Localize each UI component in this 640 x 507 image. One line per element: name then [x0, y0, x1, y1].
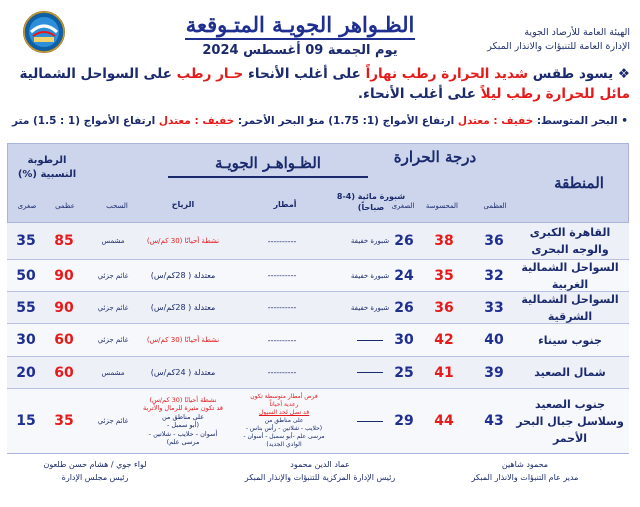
fog-none [337, 389, 403, 453]
wind-line: مرسى علم) [166, 438, 200, 446]
summary-bullet-icon: ❖ [617, 66, 630, 82]
signatory-name: لواء جوي / هشام حسن طلعون [43, 460, 147, 469]
rain-line: قد تصل لحد السيول [258, 409, 310, 416]
temp-min: 26 [394, 299, 414, 316]
header-humidity: الرطوبة النسبية (%) [17, 155, 77, 180]
meteorology-logo-icon [22, 10, 66, 54]
bulletin-title: الظـواهر الجويـة المتـوقعة [185, 12, 415, 37]
region-name: القاهرة الكبرى والوجه البحرى [529, 226, 611, 256]
rain-value: ---------- [267, 335, 297, 345]
wave-height: ارتفاع الأمواج (1: 1.75) متر [307, 115, 458, 127]
no-fog-dash [357, 372, 383, 373]
table-row [7, 260, 629, 292]
summary-text: على أغلب الأنحاء. [357, 86, 481, 102]
rain-value: ---------- [267, 368, 297, 377]
header-humidity-min: صغرى [17, 202, 37, 210]
bulletin-date: يوم الجمعة 09 أغسطس 2024 [202, 43, 398, 58]
summary-highlight: مائل للحرارة رطب ليلاً [480, 86, 630, 102]
signature-central-admin-head [220, 458, 420, 484]
header-weather-phenomena: الظـواهـر الجويـة [215, 154, 321, 172]
mediterranean-sea-state [307, 115, 628, 127]
signatory-title: رئيس مجلس الإدارة [61, 473, 129, 482]
signatures-footer [0, 458, 640, 507]
title-underline [185, 38, 415, 40]
wind-line: (أبو سمبل - [166, 421, 200, 429]
signature-board-chairman [20, 458, 170, 484]
summary-highlight: شديد الحرارة رطب نهاراً [365, 66, 529, 82]
temp-min: 25 [394, 364, 414, 381]
table-row [7, 357, 629, 389]
signatory-name: محمود شاهين [501, 460, 549, 469]
signatory-title: مدير عام التنبؤات والانذار المبكر [471, 473, 579, 482]
summary-text: يسود طقس [528, 66, 614, 82]
temp-max: 32 [484, 267, 504, 284]
humidity-max: 60 [54, 364, 74, 381]
region-name: شمال الصعيد [534, 366, 606, 379]
summary-text: على السواحل الشمالية [19, 66, 177, 82]
clouds-value: مشمس [101, 368, 125, 377]
rain-line: (حلايب - شلاتين - رأس بناس - [245, 425, 323, 432]
temp-max: 39 [484, 364, 504, 381]
wind-value: معتدلة ( 28كم/س) [150, 270, 216, 280]
red-sea-state [12, 115, 315, 127]
bulletin-header [0, 0, 640, 62]
temp-min: 29 [394, 413, 414, 429]
header-wind: الرياح [171, 200, 195, 209]
humidity-min: 15 [16, 413, 36, 429]
clouds-value: غائم جزئي [97, 271, 129, 280]
forecast-table [7, 143, 629, 454]
organization-name [487, 26, 630, 54]
temp-felt: 35 [434, 267, 454, 284]
header-clouds: السحب [106, 202, 128, 210]
header-temp-felt: المحسوسة [425, 202, 458, 210]
sea-state: خفيف : معتدل [158, 115, 235, 127]
temp-max: 40 [484, 332, 504, 348]
temp-min: 26 [394, 233, 414, 249]
temp-max: 36 [484, 233, 504, 249]
wind-details [135, 389, 231, 453]
humidity-min: 55 [16, 299, 36, 316]
fog-value: شبورة خفيفة [350, 271, 390, 280]
header-humidity-max: عظمى [55, 202, 75, 210]
wind-line: أسوان - حلايب - شلاتين - [148, 429, 218, 438]
sea-label: • البحر المتوسط: [533, 115, 628, 127]
humidity-max: 60 [54, 332, 74, 348]
no-fog-dash [357, 421, 383, 422]
region-name: السواحل الشمالية الشرقية [521, 292, 619, 323]
humidity-max: 85 [54, 233, 74, 249]
region-name: جنوب الصعيد وسلاسل جبال البحر الأحمر [516, 397, 624, 445]
temp-min: 24 [394, 267, 414, 284]
table-row [7, 223, 629, 260]
table-row [7, 292, 629, 324]
signatory-title: رئيس الإدارة المركزية للتنبؤات والإنذار المبكر [244, 473, 396, 482]
humidity-min: 50 [16, 267, 36, 284]
header-temp-max: العظمى [483, 202, 507, 210]
header-rain: أمطار [273, 200, 297, 209]
region-name: جنوب سيناء [538, 333, 602, 347]
wind-value: معتدلة ( 24كم/س) [150, 367, 216, 377]
temp-max: 43 [484, 413, 504, 429]
rain-value: ---------- [267, 236, 297, 246]
sea-conditions [12, 115, 628, 133]
humidity-min: 30 [16, 332, 36, 348]
temp-felt: 36 [434, 299, 454, 316]
rain-value: ---------- [267, 303, 297, 312]
clouds-value: مشمس [101, 237, 125, 245]
table-row [7, 389, 629, 454]
fog-value: شبورة خفيفة [350, 303, 390, 312]
temp-max: 33 [484, 299, 504, 316]
org-line-2: الإدارة العامة للتنبؤات والانذار المبكر [487, 41, 630, 52]
wave-height: ارتفاع الأمواج (1 : 1.5) متر [12, 115, 159, 127]
summary-highlight: حـار رطب [176, 66, 244, 82]
wind-line: قد تكون مثيرة للرمال والأتربة [143, 404, 223, 412]
no-fog-dash [357, 340, 383, 341]
signature-forecast-director [440, 458, 610, 484]
humidity-max: 90 [54, 267, 74, 284]
temp-felt: 42 [434, 332, 454, 348]
header-temperature: درجة الحرارة [393, 148, 477, 166]
fog-value: شبورة خفيفة [350, 237, 390, 245]
wind-line: على مناطق من [161, 412, 205, 421]
weather-summary [10, 64, 630, 104]
header-fog: شبورة مائية (4-8 صباحاً) [336, 192, 406, 212]
bulletin-title-block [150, 12, 450, 58]
humidity-min: 20 [16, 364, 36, 381]
rain-line: رعدية أحياناً [269, 401, 299, 408]
summary-text: على أغلب الأنحاء [243, 66, 366, 82]
rain-details [243, 389, 325, 453]
temp-felt: 44 [434, 413, 454, 429]
rain-line: على مناطق من [264, 417, 304, 424]
org-line-1: الهيئة العامة للأرصاد الجوية [524, 27, 630, 38]
humidity-max: 35 [54, 413, 74, 429]
temp-felt: 41 [434, 364, 454, 381]
clouds-value: غائم جزئي [97, 303, 129, 312]
rain-line: فرص أمطار متوسطة تكون [250, 393, 318, 400]
table-header [7, 143, 629, 223]
sea-state: خفيف : معتدل [457, 115, 534, 127]
wind-value: معتدلة ( 28كم/س) [150, 302, 216, 312]
signatory-name: عماد الدين محمود [290, 460, 350, 469]
header-region: المنطقة [554, 174, 604, 192]
wind-value: نشطة أحيانًا (30 كم/س) [146, 237, 220, 245]
rain-line: مرسى علم -أبو سمبل - أسوان - [243, 433, 325, 440]
temp-felt: 38 [434, 233, 454, 249]
fog-none [337, 324, 403, 356]
rain-line: الوادي الجديد) [266, 441, 302, 448]
humidity-min: 35 [16, 233, 36, 249]
temp-min: 30 [394, 332, 414, 348]
table-row [7, 324, 629, 357]
clouds-value: غائم جزئي [97, 417, 129, 425]
wind-line: نشطة أحيانًا (30 كم/س) [149, 395, 217, 404]
humidity-max: 90 [54, 299, 74, 316]
rain-value: ---------- [267, 271, 297, 280]
sea-label: • البحر الأحمر: [234, 115, 315, 127]
header-temp-min: الصغرى [391, 202, 415, 210]
fog-none [337, 357, 403, 388]
weather-group-rule [168, 176, 368, 178]
wind-value: نشطة أحيانًا (30 كم/س) [146, 336, 220, 344]
region-name: السواحل الشمالية الغربية [521, 260, 619, 291]
clouds-value: غائم جزئي [97, 336, 129, 344]
